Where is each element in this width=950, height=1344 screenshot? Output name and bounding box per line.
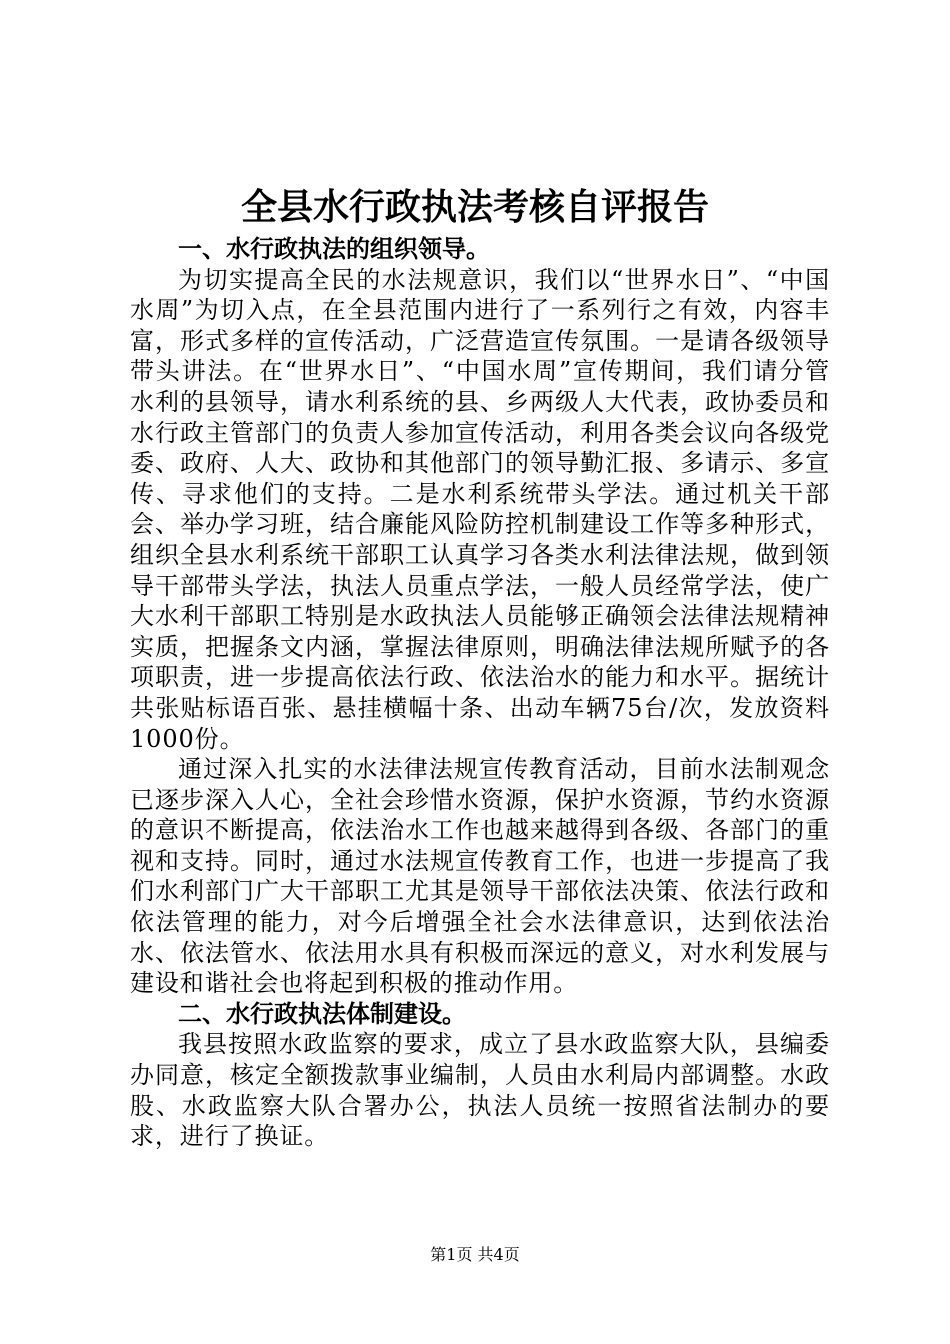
section-heading-2: 二、水行政执法体制建设。 — [178, 999, 466, 1028]
document-title: 全县水行政执法考核自评报告 — [240, 186, 709, 228]
section-heading-1: 一、水行政执法的组织领导。 — [178, 235, 490, 263]
section-1-paragraph-2: 通过深入扎实的水法律法规宣传教育活动，目前水法制观念已逐步深入人心，全社会珍惜水资源，保护水资源，节约水资源的意识不断提高，依法治水工作也越来越得到各级、各部门的重视和支持。同时，通过水法规宣传教育工作，也进一步提高了我们水利部门广大干部职工尤其是领导干部依法决策、依法行政和依法管理的能力，对今后增强全社会水法律意识，达到依法治水、依法管水、依法用水具有积极而深远的意义，对水利发展与建设和谐社会也将起到积极的推动作用。 — [130, 755, 830, 998]
document-body — [130, 234, 830, 1152]
section-1-paragraph-1: 为切实提高全民的水法规意识，我们以“世界水日”、“中国水周”为切入点，在全县范围内进行了一系列行之有效，内容丰富，形式多样的宣传活动，广泛营造宣传氛围。一是请各级领导带头讲法。在“世界水日”、“中国水周”宣传期间，我们请分管水利的县领导，请水利系统的县、乡两级人大代表，政协委员和水行政主管部门的负责人参加宣传活动，利用各类会议向各级党委、政府、人大、政协和其他部门的领导勤汇报、多请示、多宣传、寻求他们的支持。二是水利系统带头学法。通过机关干部会、举办学习班，结合廉能风险防控机制建设工作等多种形式，组织全县水利系统干部职工认真学习各类水利法律法规，做到领导干部带头学法，执法人员重点学法，一般人员经常学法，使广大水利干部职工特别是水政执法人员能够正确领会法律法规精神实质，把握条文内涵，掌握法律原则，明确法律法规所赋予的各项职责，进一步提高依法行政、依法治水的能力和水平。据统计共张贴标语百张、悬挂横幅十条、出动车辆75台/次，发放资料1000份。 — [130, 265, 830, 753]
page-number-footer: 第1页 共4页 — [430, 1245, 520, 1264]
section-2-paragraph-1: 我县按照水政监察的要求，成立了县水政监察大队，县编委办同意，核定全额拨款事业编制，人员由水利局内部调整。水政股、水政监察大队合署办公，执法人员统一按照省法制办的要求，进行了换证。 — [130, 1030, 830, 1151]
